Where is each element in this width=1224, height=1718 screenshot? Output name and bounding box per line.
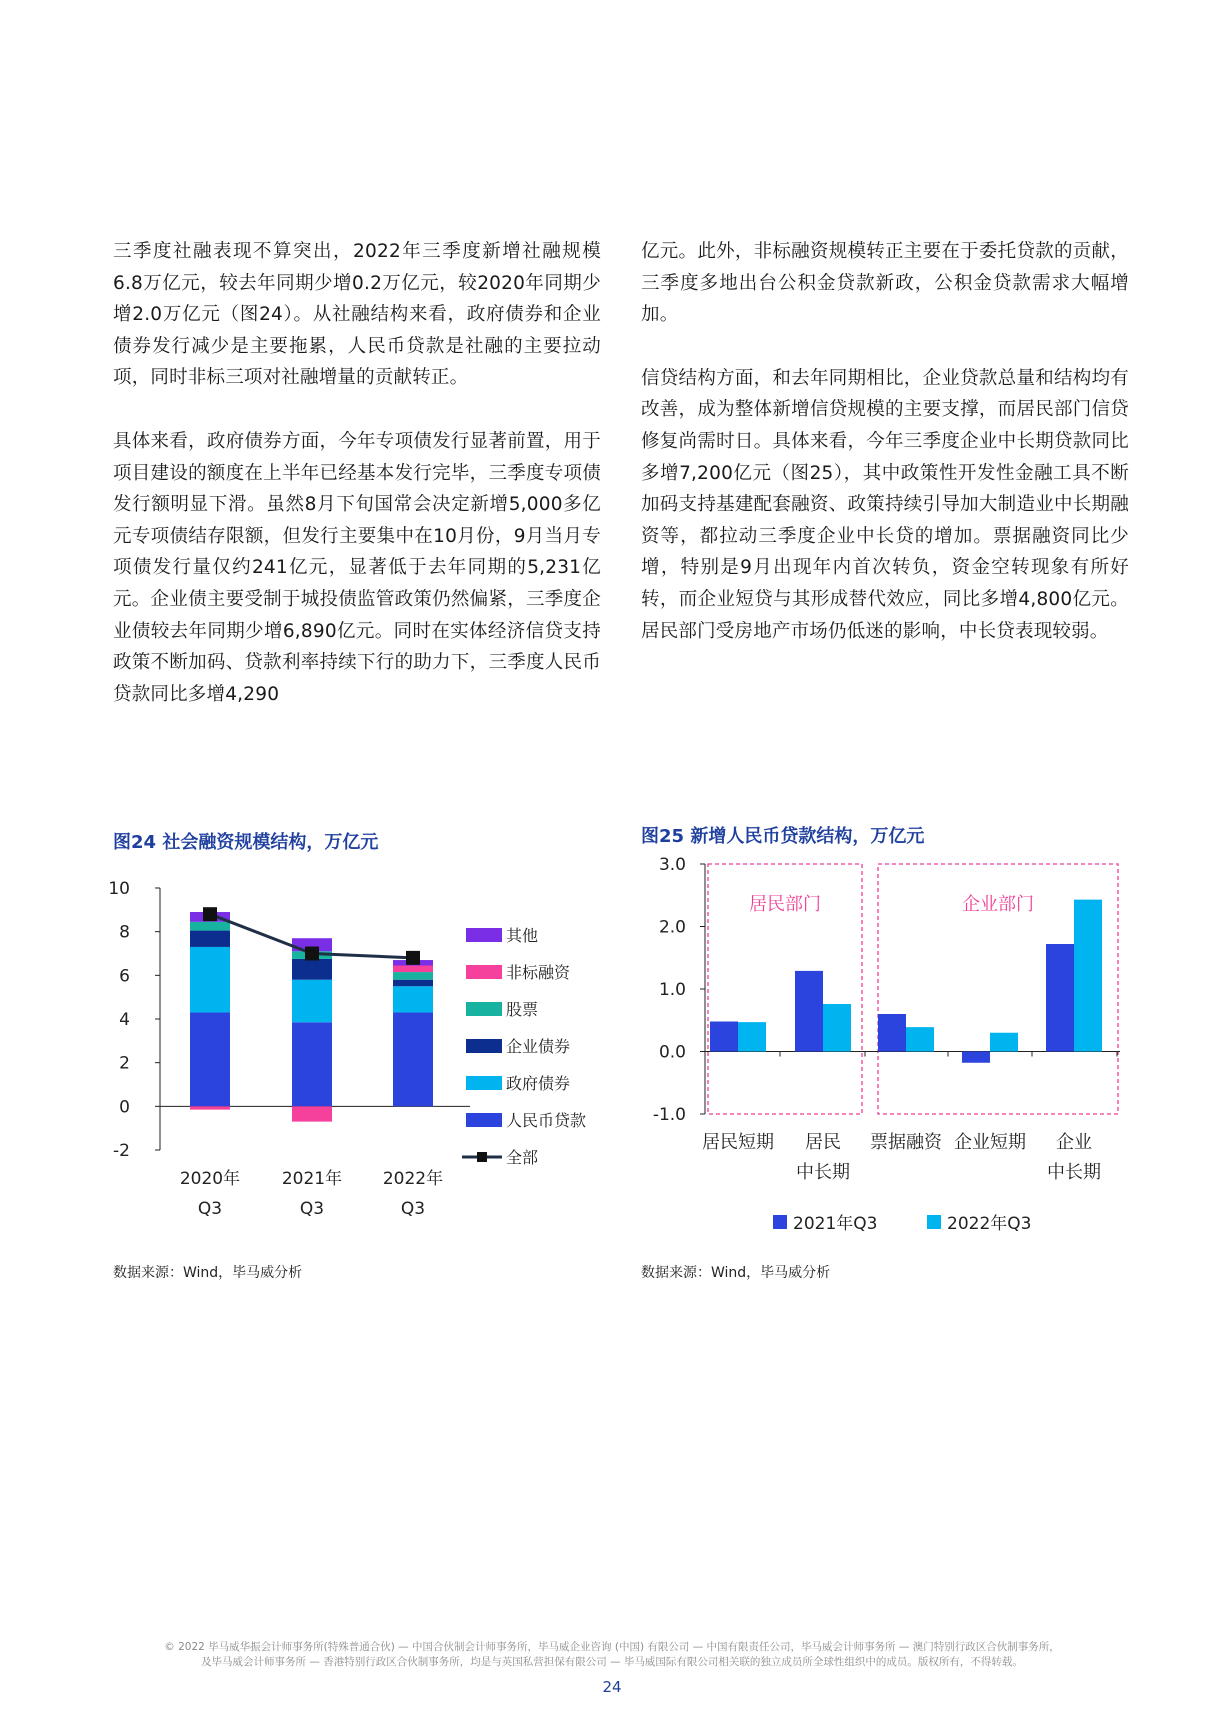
y-tick-label: 2 [119, 1053, 130, 1074]
y-tick-label: 1.0 [658, 980, 686, 1000]
y-tick-label: 4 [119, 1010, 130, 1030]
x-tick-label: 2022年 [382, 1169, 444, 1189]
paragraph: 三季度社融表现不算突出，2022年三季度新增社融规模6.8万亿元，较去年同期少增0.2万亿元，较2020年同期少增2.0万亿元（图24）。从社融结构来看，政府债券和企业债券发行减少是主要拖累，人民币贷款是社融的主要拉动项，同时非标三项对社融增量的贡献转正。 [113, 241, 601, 389]
legend-label: 2021年Q3 [793, 1214, 878, 1234]
bar-segment [190, 931, 230, 947]
bar-segment [393, 986, 433, 1012]
paragraph: 具体来看，政府债券方面，今年专项债发行显著前置，用于项目建设的额度在上半年已经基本发行完毕，三季度专项债发行额明显下滑。虽然8月下旬国常会决定新增5,000多亿元专项债结存限额，但发行主要集中在10月份，9月当月专项债发行量仅约241亿元，显著低于去年同期的5,231亿元。企业债主要受制于城投债监管政策仍然偏紧，三季度企业债较去年同期少增6,890亿元。同时在实体经济信贷支持政策不断加码、贷款利率持续下行的助力下，三季度人民币贷款同比多增4,290 [113, 430, 601, 705]
legend-label: 政府债券 [506, 1074, 571, 1093]
y-tick-label: 10 [108, 879, 130, 899]
bar [795, 971, 823, 1052]
legend-swatch [466, 1113, 502, 1127]
bar-segment [190, 922, 230, 931]
y-tick-label: 6 [119, 966, 130, 987]
x-tick-label: 居民短期 [702, 1132, 774, 1153]
legend-label: 企业债券 [506, 1037, 571, 1056]
legend-swatch [466, 1039, 502, 1053]
legend-swatch [466, 928, 502, 942]
x-tick-label: Q3 [400, 1199, 426, 1219]
total-marker [406, 951, 420, 965]
figure-25-title: 图25 新增人民币贷款结构，万亿元 [641, 826, 925, 847]
bar-segment [292, 1106, 332, 1121]
bar [906, 1027, 934, 1051]
y-tick-label: 8 [119, 922, 130, 943]
bar [738, 1022, 766, 1051]
bar-segment [190, 1012, 230, 1106]
bar [990, 1033, 1018, 1052]
x-tick-label: 2021年 [281, 1169, 343, 1189]
bar [878, 1014, 906, 1052]
copyright-footer [100, 1640, 1124, 1670]
bar-segment [292, 959, 332, 980]
total-marker [305, 947, 319, 961]
y-tick-label: 0 [119, 1097, 130, 1118]
bar [962, 1052, 990, 1063]
group-label: 企业部门 [962, 894, 1034, 915]
y-tick-label: 3.0 [658, 855, 686, 875]
legend-label: 全部 [506, 1148, 539, 1167]
bar [710, 1022, 738, 1052]
y-tick-label: 2.0 [658, 917, 686, 938]
bar-segment [393, 972, 433, 980]
legend-swatch [466, 1002, 502, 1016]
bar-segment [292, 1022, 332, 1106]
legend-label: 2022年Q3 [947, 1214, 1032, 1234]
y-tick-label: -2 [113, 1141, 130, 1161]
legend-swatch [927, 1215, 941, 1229]
bar-segment [190, 1106, 230, 1109]
legend-swatch [466, 965, 502, 979]
x-tick-label: Q3 [299, 1199, 325, 1219]
y-tick-label: -1.0 [652, 1105, 686, 1125]
legend-label: 股票 [506, 1000, 539, 1019]
left-text-column [113, 236, 601, 742]
x-tick-label: 中长期 [796, 1162, 850, 1183]
figure-24-source: 数据来源：Wind，毕马威分析 [113, 1265, 303, 1281]
paragraph: 亿元。此外，非标融资规模转正主要在于委托贷款的贡献，三季度多地出台公积金贷款新政，公积金贷款需求大幅增加。 [641, 241, 1129, 326]
legend-swatch [466, 1076, 502, 1090]
x-tick-label: 企业 [1056, 1132, 1092, 1153]
x-tick-label: 2020年 [179, 1169, 241, 1189]
legend-swatch [773, 1215, 787, 1229]
bar [823, 1004, 851, 1052]
legend-label: 非标融资 [506, 963, 571, 982]
chart-24 [100, 860, 620, 1260]
x-tick-label: Q3 [197, 1199, 223, 1219]
right-text-column [641, 236, 1129, 679]
bar-segment [190, 947, 230, 1013]
bar [1074, 900, 1102, 1052]
legend-label: 人民币贷款 [506, 1111, 587, 1130]
legend-marker-swatch [477, 1152, 487, 1162]
bar-segment [393, 980, 433, 987]
footer-line: 及毕马威会计师事务所 — 香港特别行政区合伙制事务所，均是与英国私营担保有限公司 — 毕马威国际有限公司相关联的独立成员所全球性组织中的成员。版权所有，不得转载。 [201, 1656, 1023, 1668]
bar [1046, 944, 1074, 1052]
page-number: 24 [602, 1678, 622, 1696]
x-tick-label: 企业短期 [954, 1132, 1026, 1153]
x-tick-label: 票据融资 [870, 1132, 942, 1153]
chart-25 [630, 848, 1150, 1258]
total-marker [203, 907, 217, 921]
figure-24-title: 图24 社会融资规模结构，万亿元 [113, 832, 379, 853]
paragraph: 信贷结构方面，和去年同期相比，企业贷款总量和结构均有改善，成为整体新增信贷规模的主要支撑，而居民部门信贷修复尚需时日。具体来看，今年三季度企业中长期贷款同比多增7,200亿元（图25），其中政策性开发性金融工具不断加码支持基建配套融资、政策持续引导加大制造业中长期融资等，都拉动三季度企业中长贷的增加。票据融资同比少增，特别是9月出现年内首次转负，资金空转现象有所好转，而企业短贷与其形成替代效应，同比多增4,800亿元。居民部门受房地产市场仍低迷的影响，中长贷表现较弱。 [641, 367, 1129, 642]
bar-segment [393, 1012, 433, 1106]
bar-segment [393, 966, 433, 973]
legend-label: 其他 [506, 926, 539, 945]
figure-25-source: 数据来源：Wind，毕马威分析 [641, 1265, 831, 1281]
group-label: 居民部门 [749, 894, 821, 915]
footer-line: © 2022 毕马威华振会计师事务所(特殊普通合伙) — 中国合伙制会计师事务所，毕马威企业咨询 (中国) 有限公司 — 中国有限责任公司，毕马威会计师事务所 — 澳门特别行政区合伙制事务所， [164, 1641, 1060, 1653]
bar-segment [292, 980, 332, 1023]
y-tick-label: 0.0 [658, 1042, 686, 1063]
x-tick-label: 居民 [805, 1132, 841, 1153]
x-tick-label: 中长期 [1047, 1162, 1101, 1183]
